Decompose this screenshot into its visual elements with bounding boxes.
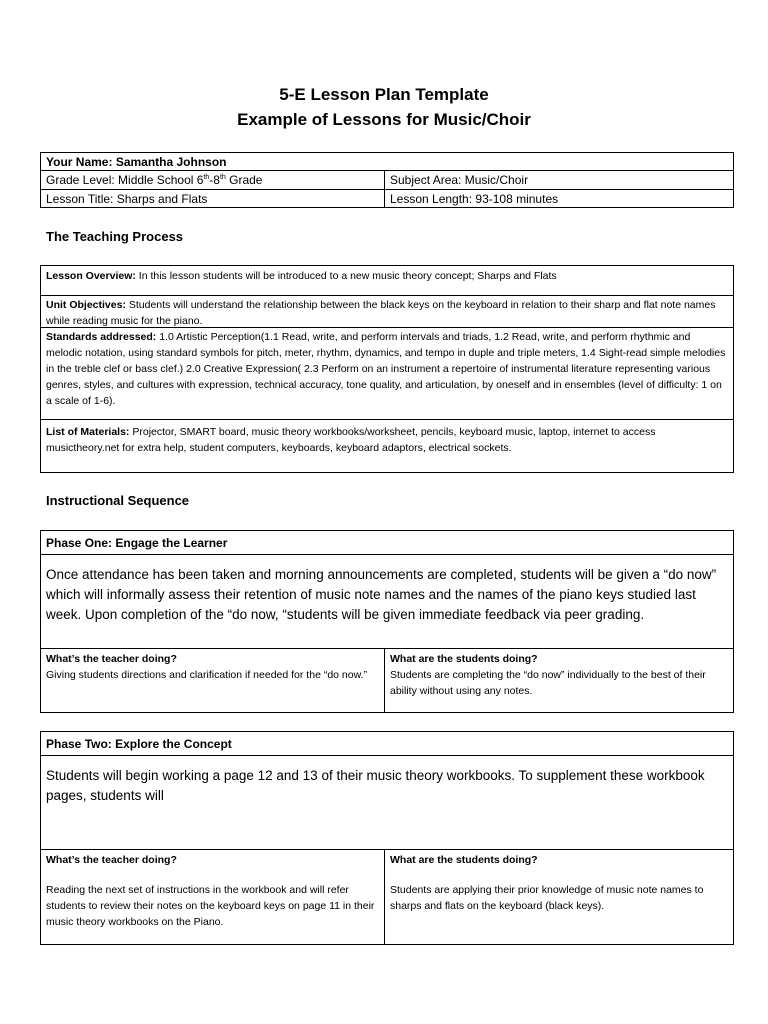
phase-one-body-row	[41, 555, 733, 649]
phase-two-teacher-label: What’s the teacher doing?	[46, 854, 177, 866]
info-row-grade	[41, 171, 733, 190]
phase-two-title: Phase Two: Explore the Concept	[46, 737, 232, 751]
phase-one-students-label: What are the students doing?	[390, 653, 538, 665]
info-table	[40, 152, 734, 208]
info-row-lesson	[41, 190, 733, 208]
phase-two-students-label: What are the students doing?	[390, 854, 538, 866]
phase-two-teacher-text: Reading the next set of instructions in the workbook and will refer students to review their notes on the keyboard keys on page 11 in their music theory workbooks on the Piano.	[46, 884, 375, 928]
phase-one-students-text: Students are completing the “do now” individually to the best of their ability without using any notes.	[390, 669, 706, 697]
name-label: Your Name:	[46, 155, 113, 169]
standards-text: 1.0 Artistic Perception(1.1 Read, write, and perform intervals and triads, 1.2 Read, write, and perform rhythmic and melodic notation, using standard symbols for pitch, meter, rhythm, dynamics, and tempo in duple and triple meters, 1.4 Sight-read simple melodies in the treble clef or bass clef.) 2.0 Creative Expression( 2.3 Perform on an instrument a repertoire of instrumental literature representing various genres, styles, and cultures with expression, technical accuracy, tone quality, and articulation, by oneself and in ensembles (level of difficulty: 1 on a scale of 1-6).	[46, 331, 726, 407]
phase-one-teacher-label: What’s the teacher doing?	[46, 653, 177, 665]
phase-one-roles-row	[41, 649, 733, 712]
phase-one-title: Phase One: Engage the Learner	[46, 536, 228, 550]
materials-row	[41, 420, 733, 472]
page-title-line-1: 5-E Lesson Plan Template	[279, 85, 489, 104]
phase-one-body: Once attendance has been taken and morning announcements are completed, students will be given a “do now” which will informally assess their retention of music note names and the names of the piano keys studied last week. Upon completion of the “do now, “students will be given immediate feedback via peer grading.	[46, 567, 717, 622]
standards-label: Standards addressed:	[46, 331, 157, 343]
subject-area: Subject Area: Music/Choir	[390, 173, 529, 187]
phase-one-teacher-text: Giving students directions and clarification if needed for the “do now.”	[46, 669, 368, 681]
overview-row	[41, 266, 733, 296]
grade-level: Grade Level: Middle School 6th-8th Grade	[46, 173, 263, 187]
name-value: Samantha Johnson	[115, 155, 227, 169]
phase-two-roles-row	[41, 850, 733, 944]
lesson-length: Lesson Length: 93-108 minutes	[390, 192, 559, 206]
teaching-table	[40, 265, 734, 473]
objectives-label: Unit Objectives:	[46, 299, 126, 311]
materials-text: Projector, SMART board, music theory workbooks/worksheet, pencils, keyboard music, laptop, internet to access musictheory.net for extra help, student computers, keyboards, keyboard adaptors, electrical sockets.	[46, 426, 656, 454]
teaching-process-heading: The Teaching Process	[46, 229, 184, 244]
standards-row	[41, 328, 733, 420]
page-title-line-2: Example of Lessons for Music/Choir	[237, 110, 531, 129]
overview-text: In this lesson students will be introduced to a new music theory concept; Sharps and Flats	[138, 270, 557, 282]
phase-two-students-text: Students are applying their prior knowledge of music note names to sharps and flats on the keyboard (black keys).	[390, 884, 704, 912]
phase-two-table	[40, 731, 734, 945]
phase-two-title-row	[41, 732, 733, 756]
instructional-sequence-heading: Instructional Sequence	[46, 493, 190, 508]
phase-two-body: Students will begin working a page 12 and 13 of their music theory workbooks. To supplement these workbook pages, students will	[46, 768, 705, 803]
phase-one-title-row	[41, 531, 733, 555]
info-row-name	[41, 153, 733, 171]
lesson-title: Lesson Title: Sharps and Flats	[41, 190, 385, 208]
overview-label: Lesson Overview:	[46, 270, 136, 282]
phase-two-body-row	[41, 756, 733, 850]
objectives-row	[41, 296, 733, 328]
objectives-text: Students will understand the relationship between the black keys on the keyboard in relation to their sharp and flat note names while reading music for the piano.	[46, 299, 716, 327]
materials-label: List of Materials:	[46, 426, 130, 438]
phase-one-table	[40, 530, 734, 713]
